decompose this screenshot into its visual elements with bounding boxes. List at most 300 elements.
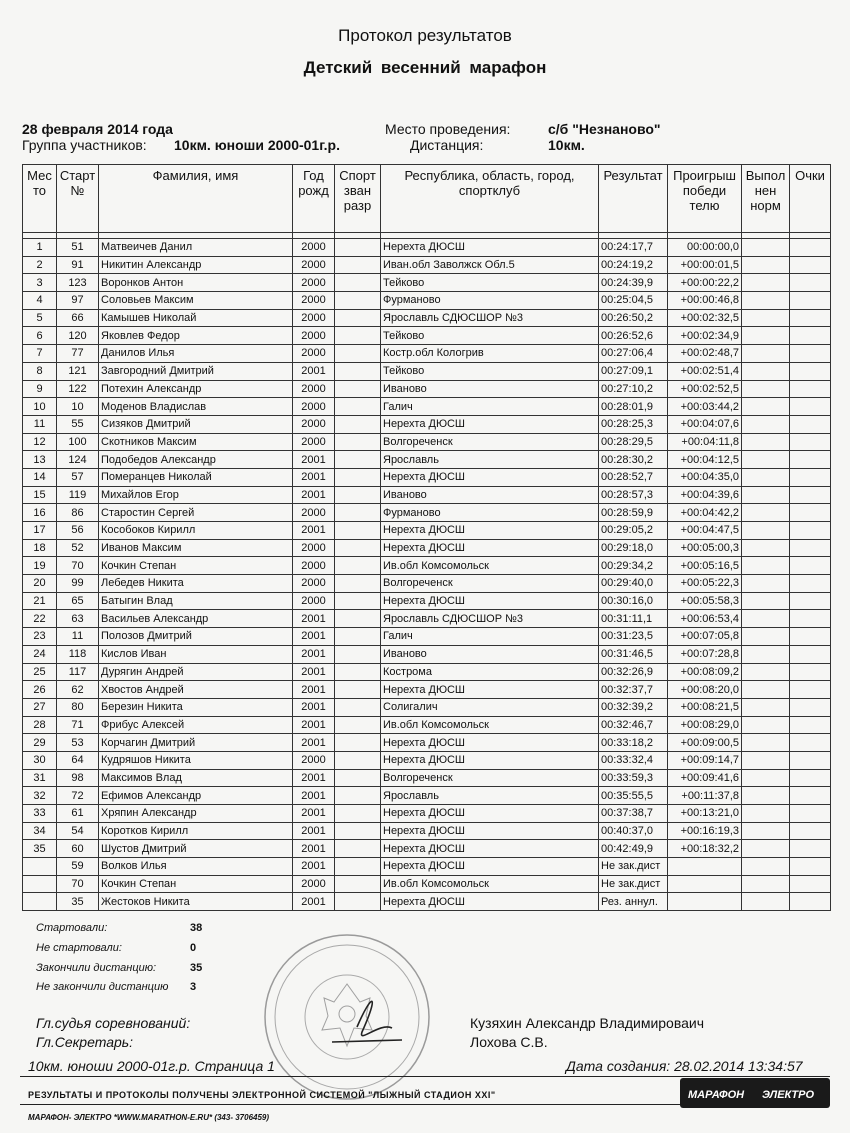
cell-rank — [335, 592, 381, 610]
table-row — [23, 486, 831, 504]
cell-behind — [668, 858, 742, 876]
cell-region: Кострома — [381, 663, 599, 681]
cell-norm — [742, 433, 790, 451]
cell-result: 00:26:52,6 — [599, 327, 668, 345]
cell-region: Галич — [381, 628, 599, 646]
cell-place: 2 — [23, 256, 57, 274]
cell-norm — [742, 327, 790, 345]
cell-region: Нерехта ДЮСШ — [381, 522, 599, 540]
cell-points — [790, 751, 831, 769]
table-row — [23, 575, 831, 593]
cell-start-no: 53 — [57, 734, 99, 752]
cell-behind — [668, 875, 742, 893]
cell-start-no: 52 — [57, 539, 99, 557]
cell-region: Волгореченск — [381, 433, 599, 451]
cell-rank — [335, 893, 381, 911]
cell-result: 00:40:37,0 — [599, 822, 668, 840]
cell-place: 15 — [23, 486, 57, 504]
cell-birth-year: 2001 — [293, 698, 335, 716]
cell-behind: +00:04:42,2 — [668, 504, 742, 522]
cell-region: Иван.обл Заволжск Обл.5 — [381, 256, 599, 274]
cell-norm — [742, 557, 790, 575]
cell-behind: +00:02:34,9 — [668, 327, 742, 345]
cell-birth-year: 2001 — [293, 610, 335, 628]
cell-name: Хвостов Андрей — [99, 681, 293, 699]
cell-rank — [335, 362, 381, 380]
cell-behind: +00:00:01,5 — [668, 256, 742, 274]
cell-result: 00:25:04,5 — [599, 292, 668, 310]
cell-points — [790, 451, 831, 469]
cell-points — [790, 875, 831, 893]
logo-text-2: ЭЛЕКТРО — [762, 1089, 815, 1101]
cell-start-no: 99 — [57, 575, 99, 593]
table-row — [23, 398, 831, 416]
cell-name: Шустов Дмитрий — [99, 840, 293, 858]
cell-behind: +00:09:14,7 — [668, 751, 742, 769]
cell-result: 00:29:18,0 — [599, 539, 668, 557]
cell-points — [790, 787, 831, 805]
cell-behind: +00:13:21,0 — [668, 805, 742, 823]
cell-region: Ярославль СДЮСШОР №3 — [381, 610, 599, 628]
cell-birth-year: 2001 — [293, 362, 335, 380]
cell-norm — [742, 592, 790, 610]
cell-start-no: 124 — [57, 451, 99, 469]
cell-result: Рез. аннул. — [599, 893, 668, 911]
cell-behind: +00:08:21,5 — [668, 698, 742, 716]
venue-label: Место проведения: — [385, 121, 511, 137]
cell-norm — [742, 415, 790, 433]
cell-result: 00:29:05,2 — [599, 522, 668, 540]
cell-behind: +00:07:05,8 — [668, 628, 742, 646]
table-header — [23, 165, 831, 233]
cell-name: Потехин Александр — [99, 380, 293, 398]
cell-start-no: 97 — [57, 292, 99, 310]
cell-norm — [742, 575, 790, 593]
cell-region: Нерехта ДЮСШ — [381, 734, 599, 752]
cell-place: 18 — [23, 539, 57, 557]
cell-birth-year: 2000 — [293, 875, 335, 893]
table-row — [23, 893, 831, 911]
cell-points — [790, 274, 831, 292]
cell-result: 00:33:32,4 — [599, 751, 668, 769]
cell-place: 33 — [23, 805, 57, 823]
cell-place: 25 — [23, 663, 57, 681]
cell-place: 17 — [23, 522, 57, 540]
cell-norm — [742, 539, 790, 557]
cell-result: 00:29:34,2 — [599, 557, 668, 575]
cell-start-no: 64 — [57, 751, 99, 769]
cell-rank — [335, 309, 381, 327]
cell-rank — [335, 858, 381, 876]
cell-norm — [742, 309, 790, 327]
cell-name: Яковлев Федор — [99, 327, 293, 345]
table-row — [23, 769, 831, 787]
table-row — [23, 805, 831, 823]
cell-rank — [335, 557, 381, 575]
cell-birth-year: 2001 — [293, 805, 335, 823]
cell-rank — [335, 575, 381, 593]
cell-start-no: 72 — [57, 787, 99, 805]
cell-behind: +00:02:52,5 — [668, 380, 742, 398]
cell-norm — [742, 751, 790, 769]
cell-result: 00:31:11,1 — [599, 610, 668, 628]
table-row — [23, 451, 831, 469]
cell-behind: +00:03:44,2 — [668, 398, 742, 416]
cell-start-no: 80 — [57, 698, 99, 716]
cell-rank — [335, 698, 381, 716]
cell-points — [790, 309, 831, 327]
cell-start-no: 54 — [57, 822, 99, 840]
cell-start-no: 77 — [57, 345, 99, 363]
cell-name: Батыгин Влад — [99, 592, 293, 610]
col-start-no: Старт № — [57, 165, 99, 233]
cell-points — [790, 858, 831, 876]
cell-result: 00:28:30,2 — [599, 451, 668, 469]
cell-start-no: 123 — [57, 274, 99, 292]
cell-name: Васильев Александр — [99, 610, 293, 628]
cell-name: Кислов Иван — [99, 645, 293, 663]
cell-behind: +00:09:00,5 — [668, 734, 742, 752]
cell-region: Нерехта ДЮСШ — [381, 822, 599, 840]
cell-birth-year: 2000 — [293, 256, 335, 274]
cell-start-no: 117 — [57, 663, 99, 681]
cell-norm — [742, 787, 790, 805]
cell-start-no: 98 — [57, 769, 99, 787]
cell-birth-year: 2001 — [293, 840, 335, 858]
cell-birth-year: 2000 — [293, 345, 335, 363]
cell-behind: +00:09:41,6 — [668, 769, 742, 787]
cell-behind: +00:05:00,3 — [668, 539, 742, 557]
cell-rank — [335, 822, 381, 840]
cell-norm — [742, 292, 790, 310]
cell-behind: +00:08:29,0 — [668, 716, 742, 734]
cell-name: Воронков Антон — [99, 274, 293, 292]
table-row — [23, 663, 831, 681]
cell-birth-year: 2001 — [293, 734, 335, 752]
cell-place: 35 — [23, 840, 57, 858]
table-row — [23, 504, 831, 522]
group-value: 10км. юноши 2000-01г.р. — [174, 137, 340, 153]
cell-birth-year: 2000 — [293, 415, 335, 433]
cell-points — [790, 345, 831, 363]
cell-norm — [742, 628, 790, 646]
cell-place: 16 — [23, 504, 57, 522]
cell-result: 00:33:59,3 — [599, 769, 668, 787]
cell-place: 12 — [23, 433, 57, 451]
col-region: Республика, область, город, спортклуб — [381, 165, 599, 233]
cell-region: Иваново — [381, 380, 599, 398]
cell-norm — [742, 645, 790, 663]
cell-birth-year: 2001 — [293, 451, 335, 469]
col-behind: Проигрыш победи телю — [668, 165, 742, 233]
cell-norm — [742, 486, 790, 504]
cell-region: Волгореченск — [381, 769, 599, 787]
cell-start-no: 122 — [57, 380, 99, 398]
cell-name: Скотников Максим — [99, 433, 293, 451]
cell-place: 1 — [23, 239, 57, 257]
cell-name: Дурягин Андрей — [99, 663, 293, 681]
cell-region: Тейково — [381, 327, 599, 345]
cell-name: Соловьев Максим — [99, 292, 293, 310]
cell-region: Солигалич — [381, 698, 599, 716]
cell-name: Камышев Николай — [99, 309, 293, 327]
table-row — [23, 309, 831, 327]
stat-value: 35 — [190, 962, 203, 974]
cell-region: Ив.обл Комсомольск — [381, 716, 599, 734]
cell-points — [790, 734, 831, 752]
cell-result: 00:26:50,2 — [599, 309, 668, 327]
cell-behind: +00:04:47,5 — [668, 522, 742, 540]
cell-rank — [335, 327, 381, 345]
cell-name: Подобедов Александр — [99, 451, 293, 469]
cell-region: Нерехта ДЮСШ — [381, 751, 599, 769]
cell-behind: +00:04:35,0 — [668, 468, 742, 486]
logo-text-1: МАРАФОН — [688, 1089, 745, 1101]
cell-place: 24 — [23, 645, 57, 663]
table-row — [23, 327, 831, 345]
cell-norm — [742, 380, 790, 398]
cell-place — [23, 893, 57, 911]
cell-birth-year: 2001 — [293, 822, 335, 840]
cell-start-no: 57 — [57, 468, 99, 486]
cell-place — [23, 875, 57, 893]
cell-birth-year: 2001 — [293, 787, 335, 805]
cell-birth-year: 2001 — [293, 663, 335, 681]
cell-behind: +00:07:28,8 — [668, 645, 742, 663]
cell-points — [790, 575, 831, 593]
cell-points — [790, 380, 831, 398]
cell-region: Тейково — [381, 362, 599, 380]
cell-start-no: 35 — [57, 893, 99, 911]
cell-points — [790, 539, 831, 557]
cell-birth-year: 2000 — [293, 504, 335, 522]
col-norm: Выпол нен норм — [742, 165, 790, 233]
cell-points — [790, 398, 831, 416]
table-row — [23, 716, 831, 734]
cell-place: 31 — [23, 769, 57, 787]
table-row — [23, 345, 831, 363]
cell-region: Фурманово — [381, 292, 599, 310]
cell-result: 00:42:49,9 — [599, 840, 668, 858]
cell-place: 7 — [23, 345, 57, 363]
cell-norm — [742, 504, 790, 522]
stat-label: Стартовали: — [36, 922, 108, 934]
cell-norm — [742, 716, 790, 734]
cell-points — [790, 769, 831, 787]
cell-behind: +00:02:48,7 — [668, 345, 742, 363]
table-row — [23, 840, 831, 858]
judge-label: Гл.судья соревнований: — [36, 1015, 191, 1031]
cell-points — [790, 805, 831, 823]
cell-place: 34 — [23, 822, 57, 840]
cell-norm — [742, 345, 790, 363]
cell-start-no: 51 — [57, 239, 99, 257]
cell-rank — [335, 681, 381, 699]
cell-region: Нерехта ДЮСШ — [381, 468, 599, 486]
table-row — [23, 734, 831, 752]
cell-norm — [742, 522, 790, 540]
table-row — [23, 822, 831, 840]
cell-norm — [742, 274, 790, 292]
cell-region: Ярославль — [381, 451, 599, 469]
cell-points — [790, 893, 831, 911]
cell-start-no: 62 — [57, 681, 99, 699]
cell-start-no: 70 — [57, 875, 99, 893]
cell-norm — [742, 451, 790, 469]
cell-birth-year: 2001 — [293, 486, 335, 504]
cell-result: 00:28:01,9 — [599, 398, 668, 416]
cell-points — [790, 592, 831, 610]
cell-rank — [335, 256, 381, 274]
cell-result: 00:24:39,9 — [599, 274, 668, 292]
stat-value: 3 — [190, 981, 197, 993]
cell-birth-year: 2001 — [293, 769, 335, 787]
cell-behind: +00:11:37,8 — [668, 787, 742, 805]
cell-region: Костр.обл Кологрив — [381, 345, 599, 363]
cell-norm — [742, 663, 790, 681]
cell-start-no: 10 — [57, 398, 99, 416]
cell-birth-year: 2000 — [293, 575, 335, 593]
cell-start-no: 65 — [57, 592, 99, 610]
cell-norm — [742, 256, 790, 274]
cell-behind: +00:05:16,5 — [668, 557, 742, 575]
cell-start-no: 59 — [57, 858, 99, 876]
cell-result: 00:33:18,2 — [599, 734, 668, 752]
cell-start-no: 70 — [57, 557, 99, 575]
cell-place: 11 — [23, 415, 57, 433]
cell-result: 00:32:37,7 — [599, 681, 668, 699]
cell-name: Максимов Влад — [99, 769, 293, 787]
cell-result: 00:31:23,5 — [599, 628, 668, 646]
cell-start-no: 119 — [57, 486, 99, 504]
cell-rank — [335, 415, 381, 433]
cell-rank — [335, 486, 381, 504]
cell-rank — [335, 539, 381, 557]
cell-place: 10 — [23, 398, 57, 416]
cell-region: Тейково — [381, 274, 599, 292]
cell-rank — [335, 769, 381, 787]
cell-birth-year: 2000 — [293, 751, 335, 769]
cell-rank — [335, 610, 381, 628]
cell-place: 19 — [23, 557, 57, 575]
cell-behind — [668, 893, 742, 911]
cell-place: 13 — [23, 451, 57, 469]
table-row — [23, 645, 831, 663]
cell-norm — [742, 805, 790, 823]
cell-behind: +00:04:12,5 — [668, 451, 742, 469]
cell-name: Кочкин Степан — [99, 875, 293, 893]
table-row — [23, 698, 831, 716]
cell-rank — [335, 787, 381, 805]
cell-name: Моденов Владислав — [99, 398, 293, 416]
cell-rank — [335, 840, 381, 858]
cell-name: Иванов Максим — [99, 539, 293, 557]
cell-rank — [335, 734, 381, 752]
cell-name: Никитин Александр — [99, 256, 293, 274]
table-row — [23, 415, 831, 433]
cell-result: 00:28:57,3 — [599, 486, 668, 504]
cell-start-no: 118 — [57, 645, 99, 663]
cell-points — [790, 256, 831, 274]
cell-rank — [335, 398, 381, 416]
cell-behind: +00:06:53,4 — [668, 610, 742, 628]
cell-points — [790, 663, 831, 681]
cell-start-no: 100 — [57, 433, 99, 451]
table-row — [23, 787, 831, 805]
cell-behind: +00:04:07,6 — [668, 415, 742, 433]
cell-region: Галич — [381, 398, 599, 416]
cell-points — [790, 415, 831, 433]
cell-points — [790, 628, 831, 646]
cell-norm — [742, 840, 790, 858]
cell-region: Нерехта ДЮСШ — [381, 539, 599, 557]
cell-start-no: 11 — [57, 628, 99, 646]
cell-result: Не зак.дист — [599, 858, 668, 876]
cell-name: Кособоков Кирилл — [99, 522, 293, 540]
cell-region: Ярославль СДЮСШОР №3 — [381, 309, 599, 327]
cell-start-no: 56 — [57, 522, 99, 540]
cell-place: 28 — [23, 716, 57, 734]
cell-birth-year: 2000 — [293, 433, 335, 451]
cell-birth-year: 2001 — [293, 522, 335, 540]
cell-norm — [742, 893, 790, 911]
cell-birth-year: 2000 — [293, 539, 335, 557]
cell-rank — [335, 663, 381, 681]
cell-result: 00:27:06,4 — [599, 345, 668, 363]
cell-points — [790, 716, 831, 734]
cell-rank — [335, 751, 381, 769]
cell-birth-year: 2001 — [293, 858, 335, 876]
cell-birth-year: 2000 — [293, 327, 335, 345]
col-points: Очки — [790, 165, 831, 233]
cell-birth-year: 2001 — [293, 468, 335, 486]
cell-behind: +00:00:22,2 — [668, 274, 742, 292]
cell-birth-year: 2001 — [293, 628, 335, 646]
created-date: Дата создания: 28.02.2014 13:34:57 — [566, 1058, 803, 1074]
stat-value: 38 — [190, 922, 203, 934]
cell-result: 00:30:16,0 — [599, 592, 668, 610]
distance-label: Дистанция: — [410, 137, 484, 153]
cell-points — [790, 292, 831, 310]
table-row — [23, 751, 831, 769]
cell-behind: +00:04:11,8 — [668, 433, 742, 451]
page-footer: 10км. юноши 2000-01г.р. Страница 1 — [28, 1058, 275, 1074]
cell-region: Ярославль — [381, 787, 599, 805]
cell-name: Завгородний Дмитрий — [99, 362, 293, 380]
cell-rank — [335, 451, 381, 469]
system-line: РЕЗУЛЬТАТЫ И ПРОТОКОЛЫ ПОЛУЧЕНЫ ЭЛЕКТРОННОЙ СИСТЕМОЙ "ЛЫЖНЫЙ СТАДИОН XXI" — [28, 1090, 496, 1100]
cell-region: Иваново — [381, 486, 599, 504]
cell-name: Михайлов Егор — [99, 486, 293, 504]
cell-result: 00:32:39,2 — [599, 698, 668, 716]
cell-birth-year: 2001 — [293, 893, 335, 911]
cell-place: 8 — [23, 362, 57, 380]
col-birth-year: Год рожд — [293, 165, 335, 233]
cell-place: 29 — [23, 734, 57, 752]
cell-name: Фрибус Алексей — [99, 716, 293, 734]
table-row — [23, 468, 831, 486]
cell-behind: +00:00:46,8 — [668, 292, 742, 310]
cell-start-no: 121 — [57, 362, 99, 380]
secretary-label: Гл.Секретарь: — [36, 1034, 134, 1050]
cell-result: 00:28:29,5 — [599, 433, 668, 451]
table-row — [23, 610, 831, 628]
cell-place: 23 — [23, 628, 57, 646]
cell-behind: 00:00:00,0 — [668, 239, 742, 257]
cell-norm — [742, 468, 790, 486]
cell-place: 22 — [23, 610, 57, 628]
cell-rank — [335, 504, 381, 522]
